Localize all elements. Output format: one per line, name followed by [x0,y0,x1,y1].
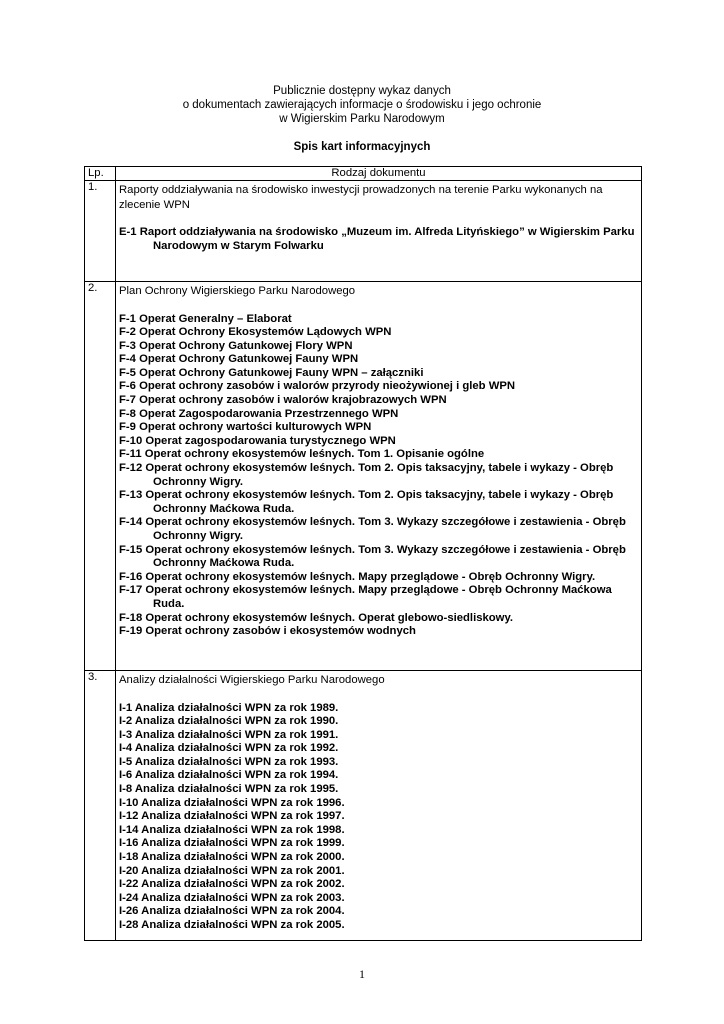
list-item: F-8 Operat Zagospodarowania Przestrzennego WPN [119,407,399,420]
list-item: F-17 Operat ochrony ekosystemów leśnych. Mapy przeglądowe - Obręb Ochronny Maćkowa Ruda. [119,584,612,610]
list-item: F-13 Operat ochrony ekosystemów leśnych. Tom 2. Opis taksacyjny, tabele i wykazy - Obręb Ochronny Maćkowa Ruda. [119,489,614,515]
list-item: I-16 Analiza działalności WPN za rok 1999. [119,837,345,850]
list-item: F-14 Operat ochrony ekosystemów leśnych. Tom 3. Wykazy szczegółowe i zestawienia - Obręb Ochronny Wigry. [119,516,626,542]
row-number: 2. [85,282,116,671]
list-item: F-11 Operat ochrony ekosystemów leśnych. Tom 1. Opisanie ogólne [119,448,485,461]
column-header-lp: Lp. [85,167,116,181]
list-item: I-1 Analiza działalności WPN za rok 1989. [119,701,339,714]
list-item: I-10 Analiza działalności WPN za rok 1996. [119,796,345,809]
table-row [85,671,642,941]
document-cell [116,671,642,941]
list-item: F-16 Operat ochrony ekosystemów leśnych. Mapy przeglądowe - Obręb Ochronny Wigry. [119,570,596,583]
row-number: 3. [85,671,116,941]
list-item: F-7 Operat ochrony zasobów i walorów krajobrazowych WPN [119,394,447,407]
list-item: F-6 Operat ochrony zasobów i walorów przyrody nieożywionej i gleb WPN [119,380,516,393]
list-item: I-24 Analiza działalności WPN za rok 2003. [119,891,345,904]
document-list [119,702,638,933]
list-item: F-18 Operat ochrony ekosystemów leśnych. Operat glebowo-siedliskowy. [119,611,514,624]
table-header-row [85,167,642,181]
list-item: F-2 Operat Ochrony Ekosystemów Lądowych WPN [119,326,392,339]
list-item: I-18 Analiza działalności WPN za rok 2000. [119,851,345,864]
document-cell [116,181,642,282]
list-item: F-19 Operat ochrony zasobów i ekosystemów wodnych [119,625,416,638]
header-line-3: w Wigierskim Parku Narodowym [279,113,445,125]
section-title: Raporty oddziaływania na środowisko inwestycji prowadzonych na terenie Parku wykonanych na zlecenie WPN [119,184,603,211]
list-item: I-6 Analiza działalności WPN za rok 1994. [119,769,339,782]
document-header [0,84,724,126]
list-item: I-5 Analiza działalności WPN za rok 1993. [119,755,339,768]
table-row [85,282,642,671]
row-number: 1. [85,181,116,282]
list-item: F-9 Operat ochrony wartości kulturowych WPN [119,421,372,434]
document-cell [116,282,642,671]
list-item: I-8 Analiza działalności WPN za rok 1995. [119,783,339,796]
header-line-2: o dokumentach zawierających informacje o środowisku i jego ochronie [182,99,542,111]
list-item: I-26 Analiza działalności WPN za rok 2004. [119,905,345,918]
document-subtitle: Spis kart informacyjnych [293,141,431,153]
list-item: I-20 Analiza działalności WPN za rok 2001. [119,864,345,877]
list-item: I-12 Analiza działalności WPN za rok 1997. [119,810,345,823]
section-title: Analizy działalności Wigierskiego Parku Narodowego [119,674,385,686]
documents-table [84,166,642,941]
list-item: I-28 Analiza działalności WPN za rok 2005. [119,919,345,931]
list-item: F-10 Operat zagospodarowania turystycznego WPN [119,434,396,447]
list-item: F-5 Operat Ochrony Gatunkowej Fauny WPN – załączniki [119,366,424,379]
list-item: F-1 Operat Generalny – Elaborat [119,312,292,325]
list-item: I-22 Analiza działalności WPN za rok 2002. [119,878,345,891]
list-item: I-2 Analiza działalności WPN za rok 1990. [119,715,339,728]
list-item: I-14 Analiza działalności WPN za rok 1998. [119,823,345,836]
section-title: Plan Ochrony Wigierskiego Parku Narodowego [119,285,356,297]
list-item: F-15 Operat ochrony ekosystemów leśnych. Tom 3. Wykazy szczegółowe i zestawienia - Obręb Ochronny Maćkowa Ruda. [119,543,626,570]
list-item: I-4 Analiza działalności WPN za rok 1992. [119,742,339,755]
header-line-1: Publicznie dostępny wykaz danych [273,85,451,97]
list-item: I-3 Analiza działalności WPN za rok 1991. [119,728,339,741]
document-list [119,313,638,639]
document-list [119,226,638,253]
page-number: 1 [359,967,365,981]
table-row [85,181,642,282]
list-item: F-12 Operat ochrony ekosystemów leśnych. Tom 2. Opis taksacyjny, tabele i wykazy - Obręb Ochronny Wigry. [119,462,614,488]
list-item: E-1 Raport oddziaływania na środowisko „Muzeum im. Alfreda Lityńskiego” w Wigierskim Parku Narodowym w Starym Folwarku [119,226,635,252]
list-item: F-4 Operat Ochrony Gatunkowej Fauny WPN [119,353,359,366]
column-header-document-type: Rodzaj dokumentu [116,167,642,181]
list-item: F-3 Operat Ochrony Gatunkowej Flory WPN [119,339,353,352]
